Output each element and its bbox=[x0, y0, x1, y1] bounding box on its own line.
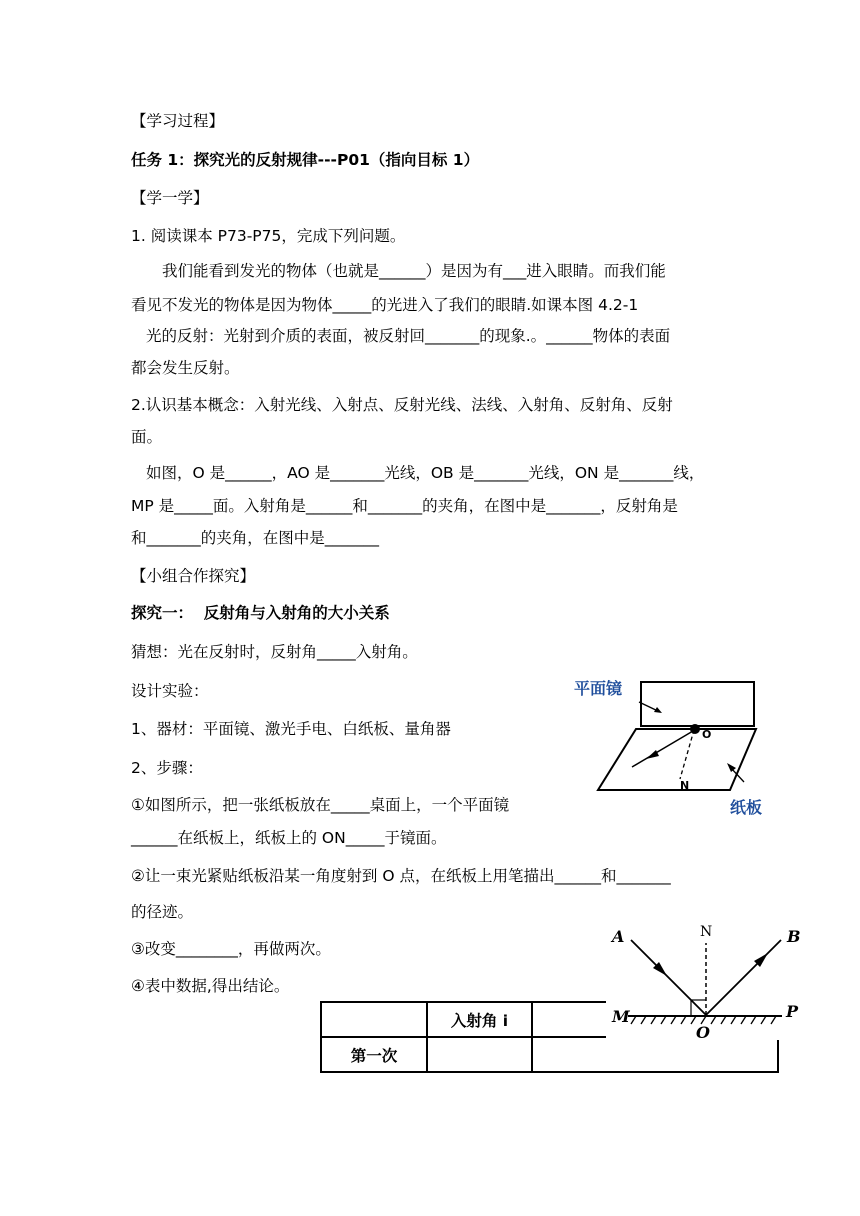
step-1-line: ①如图所示，把一张纸板放在_____桌面上，一个平面镜 bbox=[131, 796, 510, 814]
table-header-cell bbox=[321, 1002, 427, 1037]
table-cell bbox=[532, 1037, 778, 1072]
materials-line: 1、器材：平面镜、激光手电、白纸板、量角器 bbox=[131, 720, 451, 738]
paragraph-line: 都会发生反射。 bbox=[131, 359, 240, 377]
step-2-line: ②让一束光紧贴纸板沿某一角度射到 O 点，在纸板上用笔描出______和_______ bbox=[131, 867, 671, 885]
normal-n-label: N bbox=[680, 779, 690, 792]
board-shape bbox=[598, 729, 756, 790]
question-2: 2.认识基本概念：入射光线、入射点、反射光线、法线、入射角、反射角、反射 bbox=[131, 396, 673, 414]
section-heading-learning-process: 【学习过程】 bbox=[131, 112, 225, 130]
table-row bbox=[321, 1037, 778, 1072]
section-heading-learn: 【学一学】 bbox=[131, 189, 209, 207]
table-cell: 第一次 bbox=[321, 1037, 427, 1072]
step-2-line: 的径迹。 bbox=[131, 903, 194, 921]
label-n: N bbox=[700, 924, 713, 940]
step-4-line: ④表中数据,得出结论。 bbox=[131, 977, 290, 995]
question-1: 1. 阅读课本 P73-P75，完成下列问题。 bbox=[131, 227, 406, 245]
board-label: 纸板 bbox=[730, 798, 763, 817]
paragraph-line: 看见不发光的物体是因为物体_____的光进入了我们的眼睛.如课本图 4.2-1 bbox=[131, 296, 639, 314]
paragraph-line: 面。 bbox=[131, 428, 163, 446]
mirror-board-figure bbox=[568, 672, 783, 824]
label-m: M bbox=[612, 1007, 630, 1026]
design-heading: 设计实验： bbox=[131, 682, 209, 700]
table-cell bbox=[427, 1037, 532, 1072]
task-1-title: 任务 1：探究光的反射规律---P01（指向目标 1） bbox=[131, 151, 480, 169]
paragraph-line: 如图，O 是______，AO 是_______光线，OB 是_______光线，ON 是_______线， bbox=[146, 464, 705, 482]
section-heading-group-inquiry: 【小组合作探究】 bbox=[131, 567, 256, 585]
label-o: O bbox=[696, 1023, 710, 1042]
point-o-label: O bbox=[702, 728, 712, 741]
label-p: P bbox=[786, 1002, 799, 1021]
mirror-label: 平面镜 bbox=[574, 679, 623, 698]
steps-heading: 2、步骤： bbox=[131, 759, 203, 777]
inquiry-1-title: 探究一： 反射角与入射角的大小关系 bbox=[131, 604, 390, 622]
step-3-line: ③改变________，再做两次。 bbox=[131, 940, 331, 958]
incidence-point bbox=[690, 724, 700, 734]
paragraph-line: 我们能看到发光的物体（也就是______）是因为有___进入眼睛。而我们能 bbox=[162, 262, 666, 280]
table-header-cell: 入射角 i bbox=[427, 1002, 532, 1037]
paragraph-line: 光的反射：光射到介质的表面，被反射回_______的现象.。______物体的表面 bbox=[146, 327, 671, 345]
reflection-diagram bbox=[606, 918, 814, 1042]
paragraph-line: 和_______的夹角，在图中是_______ bbox=[131, 529, 380, 547]
mirror-shape bbox=[641, 682, 754, 726]
label-a: A bbox=[612, 927, 625, 946]
step-1-line: ______在纸板上，纸板上的 ON_____于镜面。 bbox=[131, 829, 447, 847]
label-b: B bbox=[787, 927, 801, 946]
hypothesis-line: 猜想：光在反射时，反射角_____入射角。 bbox=[131, 643, 418, 661]
paragraph-line: MP 是_____面。入射角是______和_______的夹角，在图中是_______，反射角是 bbox=[131, 497, 678, 515]
